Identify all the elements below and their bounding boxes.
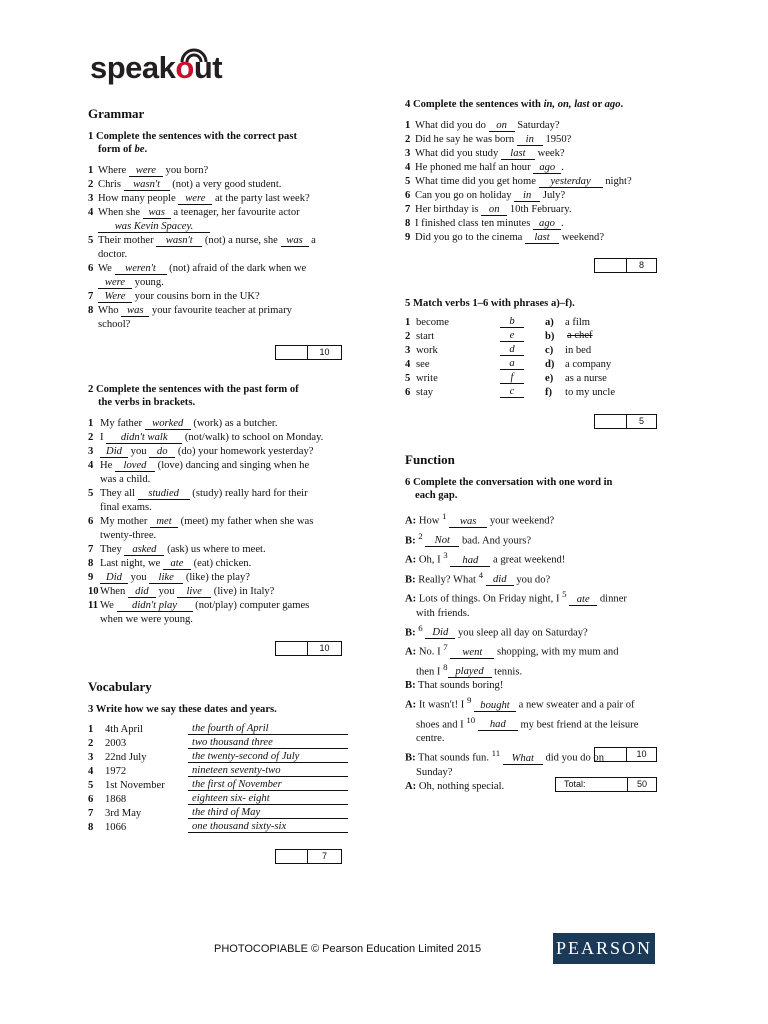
date-row <box>88 737 368 751</box>
ex6-conversation: A: How $^1$ was your weekend? B: $^2$ Not bad. And yours? A: Oh, I $^3$ had a great weekend! B: Really? What $^4$ did you do? A: Lots of things. On Friday night, I $^5$ ate dinner with friends. B: $^6$ Did you sleep all day on Saturday? A: No. I $^7$ went shopping, with my mum and then I $^8$ played tennis. B: That sounds boring! A: It wasn't! I $^9$ bought a new sweater and a pair of shoes and I $^{10}$ had my best friend at the leisure centre. B: That sounds fun. $^{11}$ What did you do on Sunday? A: Oh, nothing special. <box>405 511 639 792</box>
item-number: 3 <box>88 446 94 457</box>
item-text: They <box>100 544 125 555</box>
exercise-line <box>88 585 368 599</box>
logo-text-o: o <box>175 50 194 85</box>
exercise-line <box>88 501 368 515</box>
item-number: 2 <box>88 179 94 190</box>
verb-text: start <box>416 331 435 342</box>
match-row <box>405 372 695 386</box>
item-text: What time did you get home <box>415 176 539 187</box>
answer-blank: in <box>514 190 540 202</box>
exercise-line <box>88 164 368 178</box>
verb-text: become <box>416 317 449 328</box>
total-value: 50 <box>636 779 647 789</box>
answer-blank: were <box>178 193 212 205</box>
ex6-score: 10 <box>636 749 647 759</box>
item-text: weekend? <box>559 232 605 243</box>
exercise-line <box>88 206 368 220</box>
answer-blank: loved <box>115 460 155 472</box>
answer-blank: last <box>525 232 559 244</box>
ex1-instruction: 1 Complete the sentences with the correct past form of be. <box>88 131 297 155</box>
item-number: 6 <box>88 263 94 274</box>
date-text: 1868 <box>105 794 127 805</box>
date-text: 1066 <box>105 822 127 833</box>
item-number: 7 <box>88 544 94 555</box>
answer-blank: did <box>128 586 156 598</box>
exercise-line <box>88 571 368 585</box>
exercise-line <box>88 445 368 459</box>
exercise-3 <box>88 703 368 716</box>
answer-blank: were <box>129 165 163 177</box>
answer-blank: do <box>149 446 175 458</box>
ex2-score: 10 <box>319 643 330 653</box>
phrase-text: a company <box>565 359 612 370</box>
answer-blank: met <box>150 516 178 528</box>
item-text: (not) afraid of the dark when we <box>166 263 307 274</box>
exercise-line <box>88 290 368 304</box>
item-number: 6 <box>88 794 94 805</box>
ex2-items <box>88 417 368 627</box>
item-number: 7 <box>405 204 411 215</box>
item-number: 8 <box>88 822 94 833</box>
item-text: (not/play) computer games <box>192 600 310 611</box>
date-row <box>88 821 368 835</box>
exercise-line <box>88 234 368 248</box>
answer-blank: was Kevin Spacey. <box>98 221 210 233</box>
item-text: (love) dancing and singing when he <box>155 460 310 471</box>
ex1-instr-line1: 1 Complete the sentences with the correct past <box>88 131 297 142</box>
item-text: He phoned me half an hour <box>415 162 534 173</box>
answer-blank: wasn't <box>124 179 170 191</box>
item-number: 1 <box>405 317 411 328</box>
item-text: . <box>561 162 564 173</box>
answer-blank: d <box>500 344 524 356</box>
item-text: Where <box>98 165 129 176</box>
item-text: your favourite teacher at primary <box>149 305 292 316</box>
answer-blank: in <box>517 134 543 146</box>
exercise-line <box>88 178 368 192</box>
item-text: I finished class ten minutes <box>415 218 533 229</box>
item-text: They all <box>100 488 138 499</box>
item-text: week? <box>534 148 565 159</box>
answer-blank: was <box>143 207 171 219</box>
ex6-instruction: 6 Complete the conversation with one word in each gap. <box>405 477 613 501</box>
item-text: your cousins born in the UK? <box>132 291 260 302</box>
item-number: 3 <box>88 752 94 763</box>
logo-text-ut: ut <box>193 50 223 85</box>
item-text: young. <box>132 277 164 288</box>
function-title: Function <box>405 452 455 467</box>
item-number: 5 <box>88 488 94 499</box>
ex6-score-box <box>594 747 657 762</box>
answer-blank: Did <box>100 446 128 458</box>
answer-blank: nineteen seventy-two <box>188 765 348 777</box>
verb-text: see <box>416 359 430 370</box>
exercise-line <box>405 161 695 175</box>
exercise-line <box>405 203 695 217</box>
date-text: 2003 <box>105 738 127 749</box>
phrase-text: to my uncle <box>565 387 616 398</box>
answer-blank: the first of November <box>188 779 348 791</box>
answer-blank: the third of May <box>188 807 348 819</box>
answer-blank: a <box>500 358 524 370</box>
item-text: What did you do <box>415 120 489 131</box>
item-text: My father <box>100 418 145 429</box>
answer-blank: ago <box>533 162 561 174</box>
date-row <box>88 751 368 765</box>
date-text: 22nd July <box>105 752 147 763</box>
item-number: 3 <box>88 193 94 204</box>
exercise-line <box>405 119 695 133</box>
answer-blank: was <box>121 305 149 317</box>
item-text: school? <box>98 319 131 330</box>
item-number: 3 <box>405 345 411 356</box>
item-number: 8 <box>88 558 94 569</box>
item-number: 9 <box>88 572 94 583</box>
pearson-logo: PEARSON <box>553 933 655 964</box>
date-text: 1st November <box>105 780 165 791</box>
answer-blank: worked <box>145 418 191 430</box>
exercise-line <box>88 515 368 529</box>
exercise-line <box>88 613 368 627</box>
item-number: 2 <box>405 331 411 342</box>
exercise-line <box>88 431 368 445</box>
item-number: 1 <box>405 120 411 131</box>
item-number: 5 <box>88 235 94 246</box>
item-number: 1 <box>88 418 94 429</box>
item-text: you <box>128 446 150 457</box>
item-number: 11 <box>88 600 99 611</box>
exercise-line <box>405 231 695 245</box>
answer-blank: the twenty-second of July <box>188 751 348 763</box>
exercise-line <box>88 318 368 332</box>
speakout-logo <box>90 44 260 94</box>
item-number: 7 <box>88 291 94 302</box>
exercise-4 <box>405 98 695 245</box>
exercise-line <box>405 175 695 189</box>
answer-blank: live <box>177 586 211 598</box>
exercise-1 <box>88 130 368 332</box>
exercise-line <box>88 459 368 473</box>
item-text: (not/walk) to school on Monday. <box>182 432 324 443</box>
vocabulary-title: Vocabulary <box>88 679 152 694</box>
item-number: 3 <box>405 148 411 159</box>
item-number: 4 <box>405 162 411 173</box>
answer-blank: Did <box>100 572 128 584</box>
item-text: What did you study <box>415 148 501 159</box>
answer-blank: ago <box>533 218 561 230</box>
verb-text: stay <box>416 387 434 398</box>
exercise-line <box>405 217 695 231</box>
item-number: 1 <box>88 165 94 176</box>
item-text: (eat) chicken. <box>190 558 252 569</box>
answer-blank: didn't play <box>117 600 193 612</box>
exercise-line <box>405 189 695 203</box>
ex2-instruction <box>88 383 368 409</box>
answer-blank: c <box>500 386 524 398</box>
ex3-score-box <box>275 849 342 864</box>
item-text: doctor. <box>98 249 128 260</box>
ex5-items <box>405 316 695 400</box>
item-text: (ask) us where to meet. <box>164 544 266 555</box>
exercise-line <box>88 529 368 543</box>
ex2-instr-line2: the verbs in brackets. <box>98 397 196 408</box>
exercise-line <box>88 248 368 262</box>
ex5-score: 5 <box>638 416 644 426</box>
exercise-2 <box>88 383 368 627</box>
item-text: you <box>128 572 150 583</box>
date-row <box>88 723 368 737</box>
date-text: 3rd May <box>105 808 142 819</box>
item-text: We <box>98 263 115 274</box>
exercise-line <box>88 473 368 487</box>
exercise-line <box>88 417 368 431</box>
answer-blank: eighteen six- eight <box>188 793 348 805</box>
item-text: Her birthday is <box>415 204 482 215</box>
ex5-instruction: 5 Match verbs 1–6 with phrases a)–f). <box>405 298 575 309</box>
match-row <box>405 344 695 358</box>
item-text: you born? <box>162 165 209 176</box>
phrase-text: in bed <box>565 345 592 356</box>
item-text: when we were young. <box>100 614 193 625</box>
exercise-line <box>405 133 695 147</box>
answer-blank: like <box>149 572 183 584</box>
item-text: twenty-three. <box>100 530 157 541</box>
item-number: 10 <box>88 586 99 597</box>
item-text: Who <box>98 305 122 316</box>
item-text: Did he say he was born <box>415 134 517 145</box>
ex5-score-box <box>594 414 657 429</box>
item-text: He <box>100 460 116 471</box>
item-number: 6 <box>405 190 411 201</box>
item-number: 5 <box>88 780 94 791</box>
item-text: (live) in Italy? <box>211 586 275 597</box>
date-text: 4th April <box>105 724 143 735</box>
answer-blank: two thousand three <box>188 737 348 749</box>
answer-blank: one thousand sixty-six <box>188 821 348 833</box>
item-text: . <box>560 218 564 229</box>
exercise-line <box>88 262 368 276</box>
item-text: Can you go on holiday <box>415 190 515 201</box>
exercise-line <box>88 599 368 613</box>
item-text: (work) as a butcher. <box>190 418 278 429</box>
item-text: Their mother <box>98 235 157 246</box>
answer-blank: e <box>500 330 524 342</box>
item-text: was a child. <box>100 474 151 485</box>
item-number: 4 <box>88 207 94 218</box>
date-row <box>88 765 368 779</box>
item-number: 5 <box>405 176 411 187</box>
item-text: at the party last week? <box>212 193 310 204</box>
item-number: 5 <box>405 373 411 384</box>
item-text: Did you go to the cinema <box>415 232 526 243</box>
answer-blank: the fourth of April <box>188 723 348 735</box>
answer-blank: f <box>500 372 524 384</box>
item-text: How many people <box>98 193 179 204</box>
option-letter: d) <box>545 359 555 370</box>
item-text: I <box>100 432 107 443</box>
ex1-score-box <box>275 345 342 360</box>
ex1-items <box>88 164 368 332</box>
answer-blank: Were <box>98 291 132 303</box>
option-letter: f) <box>545 387 553 398</box>
answer-blank: were <box>98 277 132 289</box>
item-text: We <box>100 600 117 611</box>
match-row <box>405 358 695 372</box>
item-text: you <box>155 586 178 597</box>
verb-text: work <box>416 345 438 356</box>
phrase-text: a film <box>565 317 591 328</box>
verb-text: write <box>416 373 438 384</box>
item-number: 1 <box>88 724 94 735</box>
exercise-line <box>88 543 368 557</box>
item-text: a teenager, her favourite actor <box>170 207 300 218</box>
match-row <box>405 386 695 400</box>
item-text: (not) a very good student. <box>169 179 282 190</box>
exercise-line <box>88 220 368 234</box>
answer-blank: on <box>481 204 507 216</box>
option-letter: b) <box>545 331 555 342</box>
item-text: 10th February. <box>507 204 572 215</box>
ex3-items <box>88 723 368 835</box>
item-text: a <box>308 235 316 246</box>
item-number: 7 <box>88 808 94 819</box>
phrase-text: a chef <box>567 330 593 341</box>
exercise-line <box>88 192 368 206</box>
item-number: 2 <box>88 738 94 749</box>
item-number: 2 <box>88 432 94 443</box>
ex2-instr-line1: 2 Complete the sentences with the past form of <box>88 384 299 395</box>
exercise-5 <box>405 297 695 310</box>
item-text: (like) the play? <box>183 572 250 583</box>
answer-blank: b <box>500 316 524 328</box>
ex4-score-box <box>594 258 657 273</box>
exercise-line <box>405 147 695 161</box>
answer-blank: was <box>281 235 309 247</box>
item-text: (do) your homework yesterday? <box>175 446 314 457</box>
date-row <box>88 779 368 793</box>
answer-blank: last <box>501 148 535 160</box>
answer-blank: weren't <box>115 263 167 275</box>
ex4-score: 8 <box>638 260 644 270</box>
item-text: My mother <box>100 516 151 527</box>
total-score-box <box>555 777 657 792</box>
item-number: 4 <box>88 460 94 471</box>
item-number: 2 <box>405 134 411 145</box>
date-row <box>88 807 368 821</box>
date-text: 1972 <box>105 766 127 777</box>
item-text: (not) a nurse, she <box>202 235 281 246</box>
option-letter: a) <box>545 317 554 328</box>
item-text: Chris <box>98 179 124 190</box>
ex4-items <box>405 119 695 245</box>
speech-waves-icon <box>176 44 212 64</box>
answer-blank: studied <box>138 488 190 500</box>
item-text: night? <box>602 176 632 187</box>
item-number: 4 <box>88 766 94 777</box>
item-text: July? <box>540 190 566 201</box>
exercise-line <box>88 276 368 290</box>
item-number: 6 <box>405 387 411 398</box>
item-text: (meet) my father when she was <box>178 516 314 527</box>
match-row <box>405 316 695 330</box>
item-text: When she <box>98 207 143 218</box>
exercise-line <box>88 487 368 501</box>
option-letter: c) <box>545 345 554 356</box>
item-text: Saturday? <box>514 120 560 131</box>
answer-blank: asked <box>124 544 164 556</box>
ex1-score: 10 <box>319 347 330 357</box>
match-row <box>405 330 695 344</box>
footer-copyright: PHOTOCOPIABLE © Pearson Education Limited 2015 <box>214 943 482 955</box>
ex3-score: 7 <box>321 851 327 861</box>
item-number: 8 <box>88 305 94 316</box>
answer-blank: didn't walk <box>106 432 182 444</box>
answer-blank: yesterday <box>539 176 603 188</box>
item-text: final exams. <box>100 502 152 513</box>
exercise-line <box>88 304 368 318</box>
total-label: Total: <box>556 778 628 791</box>
grammar-title: Grammar <box>88 106 145 121</box>
answer-blank: on <box>489 120 515 132</box>
date-row <box>88 793 368 807</box>
item-text: When <box>100 586 128 597</box>
item-number: 8 <box>405 218 411 229</box>
answer-blank: wasn't <box>156 235 202 247</box>
logo-text-speak: speak <box>90 50 176 85</box>
exercise-line <box>88 557 368 571</box>
item-number: 9 <box>405 232 411 243</box>
item-text: 1950? <box>542 134 572 145</box>
ex3-instruction: 3 Write how we say these dates and years. <box>88 704 277 715</box>
option-letter: e) <box>545 373 554 384</box>
item-number: 6 <box>88 516 94 527</box>
item-number: 4 <box>405 359 411 370</box>
item-text: (study) really hard for their <box>189 488 308 499</box>
item-text: Last night, we <box>100 558 163 569</box>
ex2-score-box <box>275 641 342 656</box>
ex4-instruction: 4 Complete the sentences with in, on, last or ago. <box>405 99 624 110</box>
phrase-text: as a nurse <box>565 373 607 384</box>
answer-blank: ate <box>163 558 191 570</box>
